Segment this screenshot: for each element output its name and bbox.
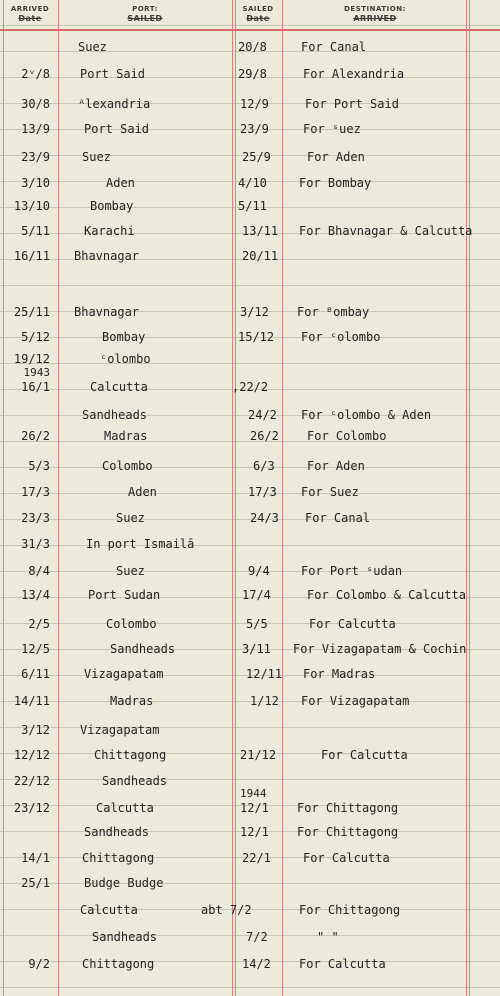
row-sailed-date: 20/8 (238, 40, 267, 54)
row-port: ᶜolombo (100, 352, 151, 366)
row-port: Budge Budge (84, 876, 164, 890)
header-sailed-label: SAILED (242, 5, 274, 13)
row-sailed-date: 1944 (240, 787, 267, 800)
row-arrived-date: 25/11 (13, 305, 50, 319)
row-port: Calcutta (80, 903, 138, 917)
row-port: Bombay (90, 199, 134, 213)
row-arrived-date: 23/12 (13, 801, 50, 815)
row-sailed-date: 12/9 (240, 97, 269, 111)
row-arrived-date: 14/11 (13, 694, 50, 708)
header-port (100, 5, 190, 23)
row-port: Suez (82, 150, 111, 164)
row-arrived-date: 12/12 (13, 748, 50, 762)
header-port-label: PORT: (132, 5, 158, 13)
row-port: Aden (128, 485, 157, 499)
row-arrived-date: 13/9 (21, 122, 50, 136)
row-sailed-date: 22/1 (242, 851, 271, 865)
row-sailed-date: 9/4 (248, 564, 270, 578)
row-port: Suez (78, 40, 107, 54)
row-destination: For Chittagong (297, 801, 399, 815)
row-arrived-date: 2/5 (28, 617, 50, 631)
row-destination: For Canal (301, 40, 367, 54)
header-destination-label: DESTINATION: (344, 5, 406, 13)
row-arrived-date: 3/10 (21, 176, 50, 190)
row-sailed-date: 15/12 (238, 330, 275, 344)
row-arrived-date: 9/2 (28, 957, 50, 971)
header-port-sub: SAILED (127, 14, 163, 23)
row-port: Colombo (102, 459, 153, 473)
row-arrived-date: 31/3 (21, 537, 50, 551)
row-destination: For Calcutta (309, 617, 396, 631)
row-destination: For Bombay (299, 176, 372, 190)
row-port: Vizagapatam (84, 667, 164, 681)
row-port: Port Said (84, 122, 150, 136)
row-arrived-date: 5/3 (28, 459, 50, 473)
row-arrived-date: 5/11 (21, 224, 50, 238)
row-arrived-date: 1943 (23, 366, 50, 379)
row-destination: For ᶜolombo & Aden (301, 408, 432, 422)
row-destination: For ᶜolombo (301, 330, 381, 344)
row-sailed-date: 20/11 (242, 249, 279, 263)
row-destination: For Chittagong (299, 903, 401, 917)
row-arrived-date: 25/1 (21, 876, 50, 890)
row-port: Port Said (80, 67, 146, 81)
row-port: Suez (116, 564, 145, 578)
row-sailed-date: 24/3 (250, 511, 279, 525)
row-port: Sandheads (92, 930, 158, 944)
row-destination: For Aden (307, 459, 365, 473)
row-destination: For Calcutta (299, 957, 386, 971)
row-arrived-date: 3/12 (21, 723, 50, 737)
row-sailed-date: 14/2 (242, 957, 271, 971)
row-arrived-date: 16/1 (21, 380, 50, 394)
row-arrived-date: 13/10 (13, 199, 50, 213)
row-sailed-date: 17/4 (242, 588, 271, 602)
row-port: Vizagapatam (80, 723, 160, 737)
row-port: Madras (104, 429, 148, 443)
row-arrived-date: 5/12 (21, 330, 50, 344)
row-destination: For Alexandria (303, 67, 405, 81)
row-destination: For Colombo & Calcutta (307, 588, 466, 602)
row-sailed-date: 25/9 (242, 150, 271, 164)
row-port: Bhavnagar (74, 305, 140, 319)
row-sailed-date: 12/11 (246, 667, 283, 681)
row-sailed-date: 24/2 (248, 408, 277, 422)
row-port: Chittagong (82, 851, 155, 865)
row-sailed-date: 3/11 (242, 642, 271, 656)
header-sailed (236, 5, 280, 23)
row-port: Bombay (102, 330, 146, 344)
row-port: Suez (116, 511, 145, 525)
row-sailed-date: 23/9 (240, 122, 269, 136)
row-sailed-date: 13/11 (242, 224, 279, 238)
row-destination: For Calcutta (303, 851, 390, 865)
row-port: Chittagong (94, 748, 167, 762)
row-destination: For Vizagapatam & Cochin (293, 642, 467, 656)
row-port: Madras (110, 694, 154, 708)
row-sailed-date: 29/8 (238, 67, 267, 81)
row-port: Calcutta (90, 380, 148, 394)
row-port: ᴬlexandria (78, 97, 151, 111)
row-port: Aden (106, 176, 135, 190)
row-sailed-date: 1/12 (250, 694, 279, 708)
row-arrived-date: 6/11 (21, 667, 50, 681)
row-sailed-date: 12/1 (240, 801, 269, 815)
row-sailed-date: 26/2 (250, 429, 279, 443)
row-port: Karachi (84, 224, 135, 238)
header-arrived-label: ARRIVED (10, 5, 50, 13)
row-destination: For Suez (301, 485, 359, 499)
row-sailed-date: 21/12 (240, 748, 277, 762)
column-rule-arrived (58, 0, 59, 996)
row-port: Sandheads (82, 408, 148, 422)
row-sailed-date: 17/3 (248, 485, 277, 499)
header-destination-sub: ARRIVED (353, 14, 397, 23)
column-rule-port-double (235, 0, 236, 996)
header-sailed-sub: Date (246, 14, 270, 23)
row-destination: For Madras (303, 667, 376, 681)
row-sailed-date: abt 7/2 (201, 903, 252, 917)
row-arrived-date: 19/12 (13, 352, 50, 366)
header-underline (0, 29, 500, 31)
row-sailed-date: 12/1 (240, 825, 269, 839)
row-arrived-date: 2ᵛ/8 (21, 67, 50, 81)
row-sailed-date: 5/11 (238, 199, 267, 213)
header-destination (320, 5, 430, 23)
row-sailed-date: 7/2 (246, 930, 268, 944)
row-port: In port Ismailā (86, 537, 195, 551)
header-arrived-sub: Date (18, 14, 42, 23)
row-arrived-date: 22/12 (13, 774, 50, 788)
row-port: Bhavnagar (74, 249, 140, 263)
row-sailed-date: 5/5 (246, 617, 268, 631)
row-destination: " " (317, 930, 339, 944)
row-destination: For Bhavnagar & Calcutta (299, 224, 473, 238)
row-arrived-date: 13/4 (21, 588, 50, 602)
row-destination: For ᴮombay (297, 305, 370, 319)
header-arrived (4, 5, 56, 23)
row-destination: For Calcutta (321, 748, 408, 762)
row-destination: For Canal (305, 511, 371, 525)
row-arrived-date: 16/11 (13, 249, 50, 263)
row-destination: For ˢuez (303, 122, 361, 136)
row-sailed-date: ,22/2 (232, 380, 269, 394)
row-destination: For Port ˢudan (301, 564, 403, 578)
row-arrived-date: 17/3 (21, 485, 50, 499)
row-port: Port Sudan (88, 588, 161, 602)
row-sailed-date: 6/3 (253, 459, 275, 473)
row-port: Calcutta (96, 801, 154, 815)
row-arrived-date: 8/4 (28, 564, 50, 578)
row-arrived-date: 23/3 (21, 511, 50, 525)
row-arrived-date: 26/2 (21, 429, 50, 443)
row-port: Colombo (106, 617, 157, 631)
row-port: Sandheads (102, 774, 168, 788)
row-arrived-date: 23/9 (21, 150, 50, 164)
row-destination: For Aden (307, 150, 365, 164)
row-destination: For Colombo (307, 429, 387, 443)
row-arrived-date: 30/8 (21, 97, 50, 111)
row-port: Chittagong (82, 957, 155, 971)
column-rule-port (232, 0, 233, 996)
row-arrived-date: 14/1 (21, 851, 50, 865)
row-destination: For Port Said (305, 97, 399, 111)
row-sailed-date: 4/10 (238, 176, 267, 190)
row-port: Sandheads (84, 825, 150, 839)
row-arrived-date: 12/5 (21, 642, 50, 656)
row-destination: For Chittagong (297, 825, 399, 839)
row-destination: For Vizagapatam (301, 694, 410, 708)
row-sailed-date: 3/12 (240, 305, 269, 319)
row-port: Sandheads (110, 642, 176, 656)
